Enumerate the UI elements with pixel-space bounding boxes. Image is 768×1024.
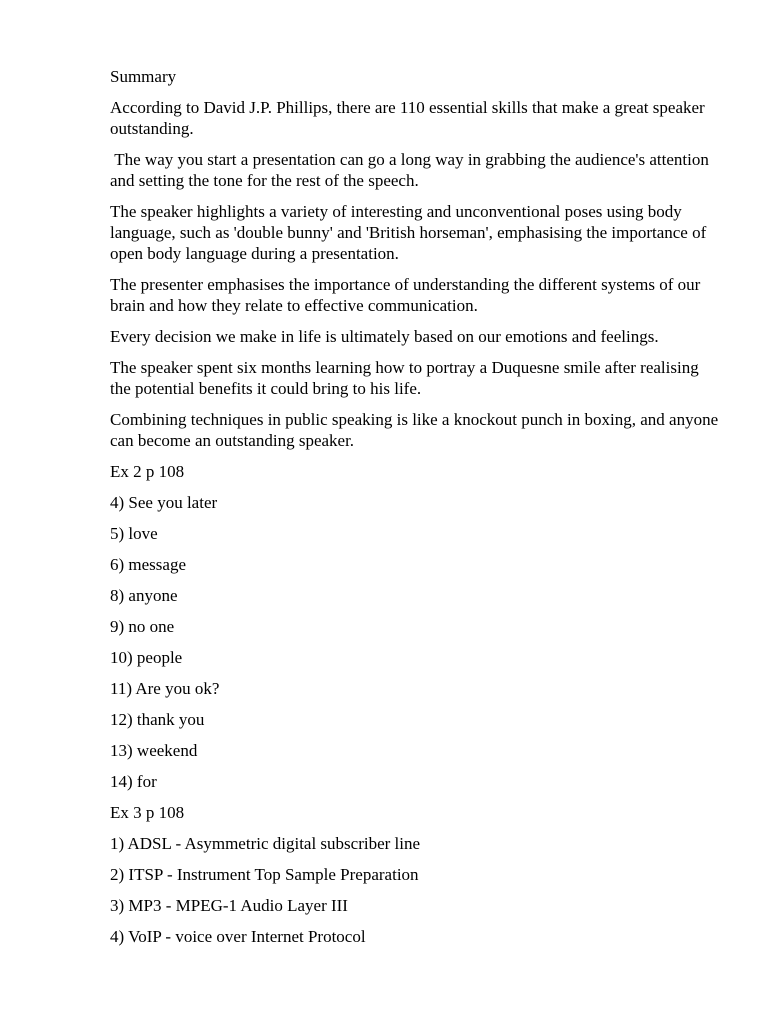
exercise3-item: 4) VoIP - voice over Internet Protocol: [110, 927, 366, 946]
summary-paragraph: The presenter emphasises the importance of understanding the different systems of our brain and how they relate to effective communication.: [110, 275, 701, 315]
exercise2-heading: Ex 2 p 108: [110, 462, 185, 481]
exercise2-item: 12) thank you: [110, 710, 205, 729]
summary-paragraph: The speaker spent six months learning how to portray a Duquesne smile after realising the potential benefits it could bring to his life.: [110, 358, 699, 398]
document-page: [110, 66, 720, 957]
summary-paragraph: According to David J.P. Phillips, there are 110 essential skills that make a great speaker outstanding.: [110, 98, 705, 138]
exercise3-item: 3) MP3 - MPEG-1 Audio Layer III: [110, 896, 348, 915]
exercise2-item: 4) See you later: [110, 493, 218, 512]
exercise2-item: 10) people: [110, 648, 183, 667]
exercise2-item: 5) love: [110, 524, 158, 543]
exercise2-item: 11) Are you ok?: [110, 679, 220, 698]
exercise3-item: 2) ITSP - Instrument Top Sample Preparation: [110, 865, 419, 884]
exercise2-item: 14) for: [110, 772, 157, 791]
summary-paragraph: Combining techniques in public speaking is like a knockout punch in boxing, and anyone can become an outstanding speaker.: [110, 410, 719, 450]
exercise2-item: 9) no one: [110, 617, 175, 636]
summary-paragraph: The speaker highlights a variety of interesting and unconventional poses using body language, such as 'double bunny' and 'British horseman', emphasising the importance of open body language during a presentation.: [110, 202, 707, 263]
exercise3-heading: Ex 3 p 108: [110, 803, 185, 822]
exercise2-item: 13) weekend: [110, 741, 198, 760]
exercise2-item: 6) message: [110, 555, 187, 574]
document-title: Summary: [110, 67, 177, 86]
summary-paragraph: Every decision we make in life is ultimately based on our emotions and feelings.: [110, 327, 659, 346]
exercise2-item: 8) anyone: [110, 586, 178, 605]
exercise3-item: 1) ADSL - Asymmetric digital subscriber line: [110, 834, 421, 853]
summary-paragraph: The way you start a presentation can go a long way in grabbing the audience's attention and setting the tone for the rest of the speech.: [110, 150, 714, 190]
